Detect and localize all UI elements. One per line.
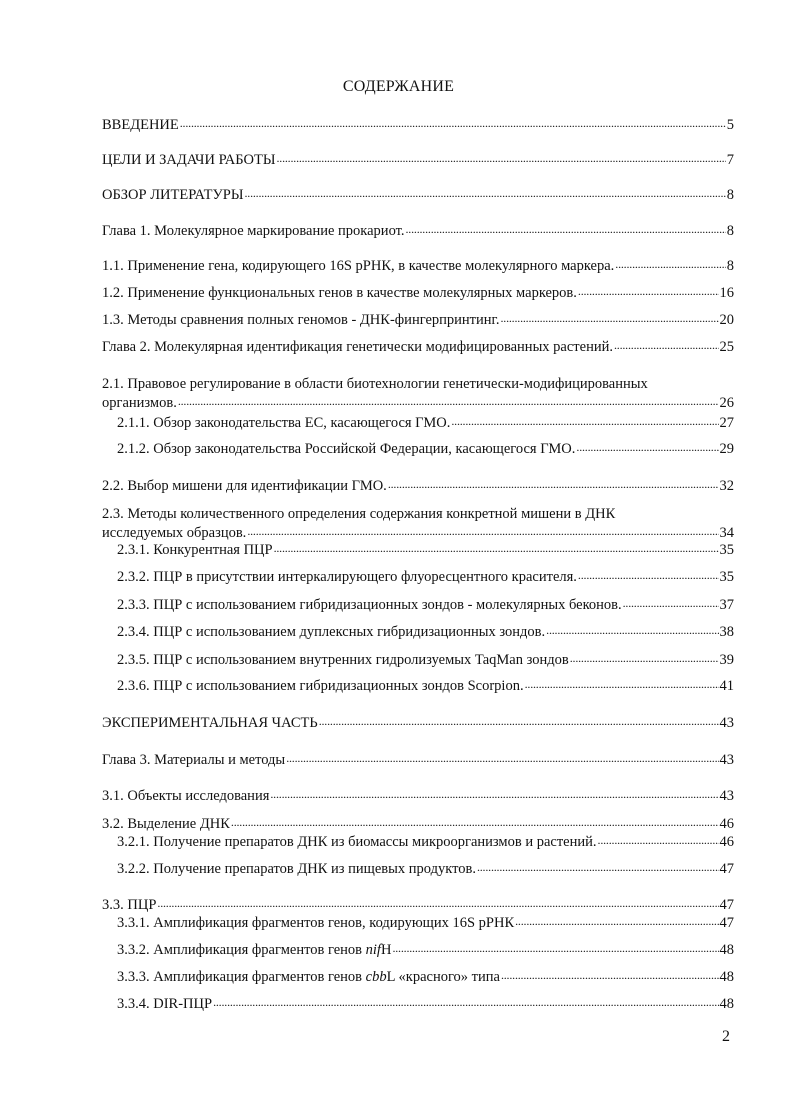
leader-dots xyxy=(392,939,718,957)
toc-entry-goals[interactable] xyxy=(102,151,734,169)
leader-dots xyxy=(477,858,719,876)
toc-entry-label: 2.3.1. Конкурентная ПЦР xyxy=(117,542,273,558)
toc-entry-page: 27 xyxy=(719,415,734,431)
leader-dots xyxy=(157,894,718,912)
leader-dots xyxy=(178,392,719,411)
toc-entry-label: 1.2. Применение функциональных генов в качестве молекулярных маркеров. xyxy=(102,285,577,301)
toc-entry-page: 43 xyxy=(719,752,734,768)
toc-entry-label: 3.3. ПЦР xyxy=(102,897,157,913)
leader-dots xyxy=(406,220,726,238)
leader-dots xyxy=(244,184,725,202)
leader-dots xyxy=(388,475,719,493)
toc-entry-label: 1.1. Применение гена, кодирующего 16S рРНК, в качестве молекулярного маркера. xyxy=(102,258,615,274)
toc-entry-page: 7 xyxy=(726,152,734,168)
toc-entry-page: 35 xyxy=(719,569,734,585)
leader-dots xyxy=(319,712,719,730)
leader-dots xyxy=(546,621,718,639)
toc-entry-2-3[interactable] xyxy=(102,505,734,543)
toc-entry-1-1[interactable] xyxy=(102,257,734,275)
leader-dots xyxy=(623,594,719,612)
toc-entry-page: 37 xyxy=(719,597,734,613)
toc-entry-label-line1: 2.3. Методы количественного определения содержания конкретной мишени в ДНК xyxy=(102,506,616,522)
leader-dots xyxy=(286,749,718,767)
toc-entry-label: 1.3. Методы сравнения полных геномов - ДНК-фингерпринтинг. xyxy=(102,312,500,328)
toc-entry-2-1[interactable] xyxy=(102,375,734,413)
toc-entry-label: Глава 3. Материалы и методы xyxy=(102,752,286,768)
toc-entry-page: 8 xyxy=(726,187,734,203)
toc-entry-introduction[interactable] xyxy=(102,116,734,134)
gene-name-italic: cbb xyxy=(365,969,387,985)
leader-dots xyxy=(578,282,719,300)
leader-dots xyxy=(231,813,719,831)
toc-entry-1-3[interactable] xyxy=(102,311,734,329)
toc-entry-chapter-2[interactable] xyxy=(102,338,734,356)
leader-dots xyxy=(274,539,719,557)
toc-entry-page: 20 xyxy=(719,312,734,328)
toc-entry-page: 34 xyxy=(719,525,734,541)
leader-dots xyxy=(500,309,718,327)
toc-entry-page: 47 xyxy=(719,915,734,931)
leader-dots xyxy=(614,336,719,354)
leader-dots xyxy=(515,912,718,930)
toc-entry-page: 35 xyxy=(719,542,734,558)
leader-dots xyxy=(501,966,719,984)
toc-entry-label: 3.2. Выделение ДНК xyxy=(102,816,230,832)
leader-dots xyxy=(213,993,718,1011)
leader-dots xyxy=(180,114,726,132)
leader-dots xyxy=(570,649,719,667)
toc-entry-page: 48 xyxy=(719,996,734,1012)
toc-entry-label: 3.3.1. Амплификация фрагментов генов, кодирующих 16S рРНК xyxy=(117,915,515,931)
leader-dots xyxy=(276,149,725,167)
toc-entry-label: 2.2. Выбор мишени для идентификации ГМО. xyxy=(102,478,387,494)
toc-entry-2-3-5[interactable] xyxy=(117,651,734,669)
toc-entry-label: 2.3.6. ПЦР с использованием гибридизационных зондов Scorpion. xyxy=(117,678,524,694)
toc-entry-label: ЦЕЛИ И ЗАДАЧИ РАБОТЫ xyxy=(102,152,276,168)
toc-entry-page: 46 xyxy=(719,816,734,832)
toc-entry-page: 47 xyxy=(719,897,734,913)
toc-entry-page: 39 xyxy=(719,652,734,668)
toc-entry-label: 2.1.1. Обзор законодательства ЕС, касающегося ГМО. xyxy=(117,415,451,431)
toc-entry-2-3-6[interactable] xyxy=(117,677,734,695)
toc-entry-page: 48 xyxy=(719,942,734,958)
toc-entry-label xyxy=(117,968,500,986)
toc-entry-label: 2.1.2. Обзор законодательства Российской Федерации, касающегося ГМО. xyxy=(117,441,576,457)
toc-entry-label: 2.3.5. ПЦР с использованием внутренних гидролизуемых TaqMan зондов xyxy=(117,652,569,668)
toc-entry-chapter-3[interactable] xyxy=(102,751,734,769)
toc-entry-page: 8 xyxy=(726,223,734,239)
toc-entry-label: ОБЗОР ЛИТЕРАТУРЫ xyxy=(102,187,244,203)
toc-entry-page: 25 xyxy=(719,339,734,355)
toc-entry-experimental-part[interactable] xyxy=(102,714,734,732)
toc-entry-3-2-2[interactable] xyxy=(117,860,734,878)
leader-dots xyxy=(578,566,719,584)
toc-entry-3-1[interactable] xyxy=(102,787,734,805)
toc-entry-page: 47 xyxy=(719,861,734,877)
label-prefix: 3.3.2. Амплификация фрагментов генов xyxy=(117,942,366,958)
toc-entry-label: Глава 2. Молекулярная идентификация генетически модифицированных растений. xyxy=(102,339,613,355)
toc-entry-label: 3.1. Объекты исследования xyxy=(102,788,270,804)
toc-entry-3-3-4[interactable] xyxy=(117,995,734,1013)
toc-entry-label: 3.2.1. Получение препаратов ДНК из биомассы микроорганизмов и растений. xyxy=(117,834,597,850)
toc-entry-label: 3.2.2. Получение препаратов ДНК из пищевых продуктов. xyxy=(117,861,476,877)
gene-name-italic: nif xyxy=(365,942,381,958)
toc-entry-page: 48 xyxy=(719,969,734,985)
toc-entry-3-3-1[interactable] xyxy=(117,914,734,932)
toc-entry-page: 43 xyxy=(719,715,734,731)
toc-entry-label-line1: 2.1. Правовое регулирование в области биотехнологии генетически-модифицированных xyxy=(102,376,648,392)
toc-entry-page: 5 xyxy=(726,117,734,133)
toc-entry-label xyxy=(117,941,391,959)
toc-entry-label: 2.3.2. ПЦР в присутствии интеркалирующего флуоресцентного красителя. xyxy=(117,569,577,585)
toc-entry-chapter-1[interactable] xyxy=(102,222,734,240)
toc-entry-page: 46 xyxy=(719,834,734,850)
toc-entry-3-3-3[interactable] xyxy=(117,968,734,986)
toc-entry-label-line2: исследуемых образцов. xyxy=(102,525,247,541)
toc-entry-label: 2.3.3. ПЦР с использованием гибридизационных зондов - молекулярных беконов. xyxy=(117,597,622,613)
toc-entry-page: 38 xyxy=(719,624,734,640)
toc-entry-2-3-2[interactable] xyxy=(117,568,734,586)
toc-entry-label-line2: организмов. xyxy=(102,395,177,411)
toc-entry-1-2[interactable] xyxy=(102,284,734,302)
toc-entry-2-1-1[interactable] xyxy=(117,414,734,432)
toc-entry-2-2[interactable] xyxy=(102,477,734,495)
toc-entry-label: Глава 1. Молекулярное маркирование прокариот. xyxy=(102,223,405,239)
label-suffix: H xyxy=(380,942,392,958)
page-number: 2 xyxy=(722,1028,730,1045)
toc-entry-3-3-2[interactable] xyxy=(117,941,734,959)
toc-entry-label: ВВЕДЕНИЕ xyxy=(102,117,179,133)
toc-entry-2-3-4[interactable] xyxy=(117,623,734,641)
label-prefix: 3.3.3. Амплификация фрагментов генов xyxy=(117,969,366,985)
toc-entry-3-2-1[interactable] xyxy=(117,833,734,851)
toc-entry-2-3-1[interactable] xyxy=(117,541,734,559)
page-title: СОДЕРЖАНИЕ xyxy=(342,78,455,95)
toc-entry-page: 41 xyxy=(719,678,734,694)
label-suffix: L «красного» типа xyxy=(386,969,500,985)
toc-entry-label: ЭКСПЕРИМЕНТАЛЬНАЯ ЧАСТЬ xyxy=(102,715,318,731)
toc-entry-page: 29 xyxy=(719,441,734,457)
leader-dots xyxy=(576,438,718,456)
toc-entry-page: 8 xyxy=(726,258,734,274)
leader-dots xyxy=(525,675,719,693)
toc-entry-2-1-2[interactable] xyxy=(117,440,734,458)
toc-entry-label: 3.3.4. DIR-ПЦР xyxy=(117,996,213,1012)
toc-entry-literature-review[interactable] xyxy=(102,186,734,204)
toc-entry-2-3-3[interactable] xyxy=(117,596,734,614)
leader-dots xyxy=(270,785,718,803)
toc-entry-page: 32 xyxy=(719,478,734,494)
leader-dots xyxy=(451,412,718,430)
toc-entry-page: 16 xyxy=(719,285,734,301)
toc-entry-page: 43 xyxy=(719,788,734,804)
toc-entry-label: 2.3.4. ПЦР с использованием дуплексных гибридизационных зондов. xyxy=(117,624,546,640)
leader-dots xyxy=(615,255,725,273)
toc-entry-page: 26 xyxy=(719,395,734,411)
leader-dots xyxy=(598,831,719,849)
